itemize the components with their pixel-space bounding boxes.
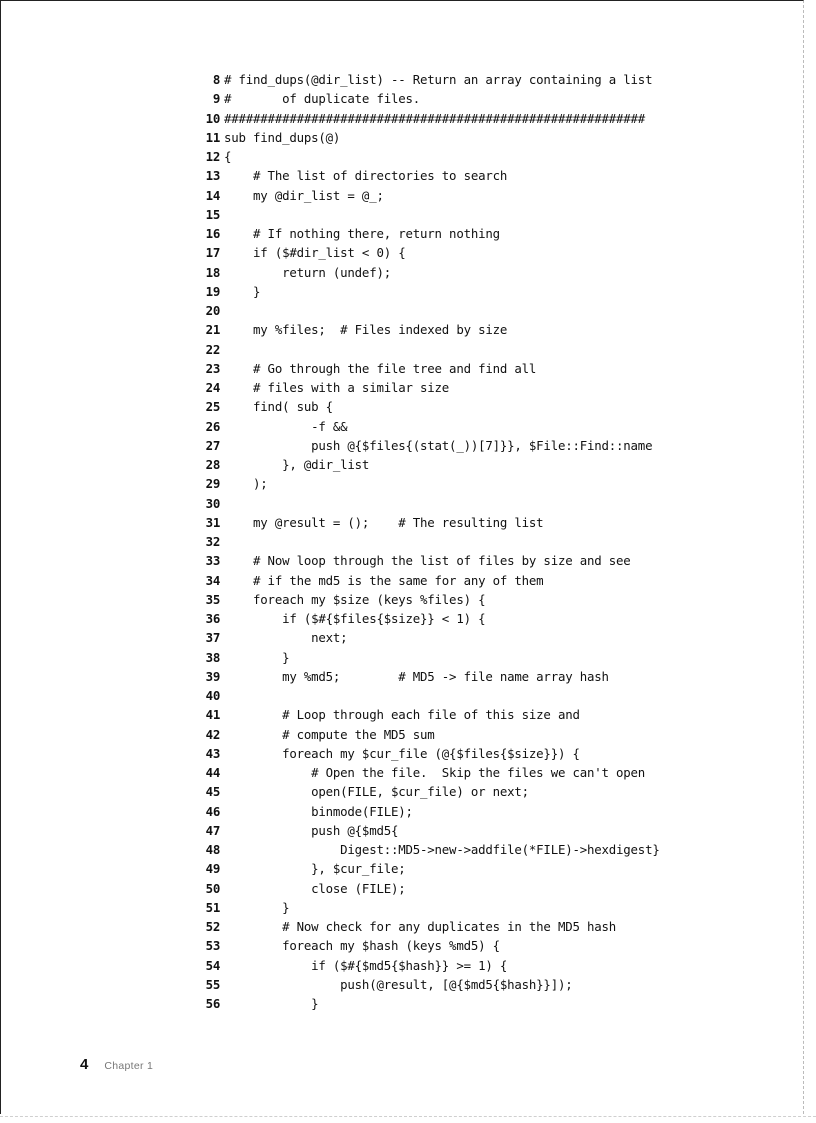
line-number: 39: [205, 668, 220, 684]
line-number: 46: [205, 803, 220, 819]
code-line: [198, 763, 798, 782]
code-line: [198, 378, 798, 397]
code-line: [198, 359, 798, 378]
chapter-label: Chapter 1: [104, 1060, 154, 1072]
line-code: find( sub {: [224, 399, 333, 415]
line-number: 20: [205, 303, 220, 318]
code-line: [198, 532, 798, 551]
line-number: 24: [205, 380, 220, 395]
line-code: {: [224, 149, 232, 164]
line-code: push(@result, [@{$md5{$hash}}]);: [224, 976, 573, 992]
code-line: [198, 436, 798, 455]
line-code: if ($#{$files{$size}} < 1) {: [224, 611, 486, 626]
code-line: [198, 494, 798, 513]
code-line: [198, 859, 798, 878]
code-line: [198, 802, 798, 821]
line-number: 17: [205, 245, 220, 261]
line-number: 14: [205, 187, 220, 203]
line-code: close (FILE);: [224, 880, 406, 896]
line-code: # If nothing there, return nothing: [224, 226, 500, 241]
line-number: 48: [205, 842, 220, 857]
line-number: 15: [205, 206, 220, 222]
line-number: 47: [205, 822, 220, 838]
line-code: # find_dups(@dir_list) -- Return an array containing a list: [224, 72, 653, 87]
code-line: [198, 224, 798, 243]
line-code: }: [224, 649, 290, 665]
line-code: }, $cur_file;: [224, 861, 406, 877]
line-number: 13: [205, 168, 220, 184]
code-line: [198, 571, 798, 590]
line-code: foreach my $cur_file (@{$files{$size}}) {: [224, 745, 580, 761]
code-line: [198, 147, 798, 166]
code-line: [198, 628, 798, 647]
line-code: # if the md5 is the same for any of them: [224, 572, 544, 588]
line-number: 52: [205, 919, 220, 934]
code-line: [198, 590, 798, 609]
line-number: 29: [205, 476, 220, 492]
line-number: 51: [205, 899, 220, 915]
code-line: [198, 243, 798, 262]
line-number: 19: [205, 283, 220, 299]
line-code: );: [224, 476, 268, 492]
code-line: [198, 282, 798, 301]
line-code: -f &&: [224, 418, 348, 434]
page-bottom-rule: [0, 1116, 816, 1117]
line-number: 10: [205, 110, 220, 126]
code-line: [198, 975, 798, 994]
code-line: [198, 994, 798, 1013]
code-line: [198, 166, 798, 185]
line-number: 49: [205, 861, 220, 877]
code-line: [198, 417, 798, 436]
line-code: if ($#dir_list < 0) {: [224, 245, 406, 261]
code-line: [198, 898, 798, 917]
line-code: my @result = (); # The resulting list: [224, 514, 544, 530]
line-number: 31: [205, 514, 220, 530]
line-code: my %files; # Files indexed by size: [224, 322, 508, 338]
line-number: 55: [205, 976, 220, 992]
line-number: 41: [205, 707, 220, 723]
line-code: return (undef);: [224, 264, 391, 280]
code-line: [198, 186, 798, 205]
line-number: 36: [205, 611, 220, 626]
line-number: 18: [205, 264, 220, 280]
code-line: [198, 917, 798, 936]
line-code: # files with a similar size: [224, 380, 450, 395]
line-code: push @{$files{(stat(_))[7]}}, $File::Find::name: [224, 437, 653, 453]
line-number: 35: [205, 591, 220, 607]
line-code: sub find_dups(@): [224, 129, 341, 145]
code-line: [198, 89, 798, 108]
line-number: 27: [205, 437, 220, 453]
code-line: [198, 705, 798, 724]
line-number: 38: [205, 649, 220, 665]
line-number: 26: [205, 418, 220, 434]
line-code: Digest::MD5->new->addfile(*FILE)->hexdigest}: [224, 842, 660, 857]
line-number: 42: [205, 726, 220, 742]
code-line: [198, 744, 798, 763]
code-line: [198, 936, 798, 955]
line-number: 12: [205, 149, 220, 164]
line-code: # Go through the file tree and find all: [224, 360, 537, 376]
line-code: # Loop through each file of this size and: [224, 707, 580, 723]
line-code: }: [224, 899, 290, 915]
code-line: [198, 109, 798, 128]
line-code: # Now check for any duplicates in the MD5 hash: [224, 919, 617, 934]
code-line: [198, 551, 798, 570]
line-number: 16: [205, 226, 220, 241]
line-code: ##########################################################: [224, 110, 646, 126]
line-number: 21: [205, 322, 220, 338]
line-code: # Now loop through the list of files by size and see: [224, 553, 631, 569]
line-code: foreach my $hash (keys %md5) {: [224, 938, 500, 954]
code-listing: [198, 70, 798, 1013]
line-number: 30: [205, 495, 220, 511]
line-code: }, @dir_list: [224, 457, 370, 472]
line-number: 9: [212, 91, 220, 107]
code-line: [198, 648, 798, 667]
line-number: 50: [205, 880, 220, 896]
line-number: 23: [205, 360, 220, 376]
line-number: 33: [205, 553, 220, 569]
code-line: [198, 301, 798, 320]
line-number: 37: [205, 630, 220, 646]
code-line: [198, 320, 798, 339]
code-line: [198, 609, 798, 628]
line-code: foreach my $size (keys %files) {: [224, 591, 486, 607]
code-line: [198, 397, 798, 416]
code-line: [198, 879, 798, 898]
code-line: [198, 128, 798, 147]
line-code: next;: [224, 630, 348, 646]
code-line: [198, 340, 798, 359]
line-code: push @{$md5{: [224, 822, 399, 838]
line-number: 25: [205, 399, 220, 415]
line-code: }: [224, 283, 261, 299]
page-footer: [80, 1056, 153, 1073]
line-number: 40: [205, 688, 220, 703]
code-line: [198, 667, 798, 686]
page-number: 4: [80, 1056, 89, 1073]
line-number: 53: [205, 938, 220, 954]
code-line: [198, 474, 798, 493]
code-line: [198, 686, 798, 705]
code-line: [198, 205, 798, 224]
line-number: 45: [205, 784, 220, 800]
line-code: # of duplicate files.: [224, 91, 421, 107]
line-number: 56: [205, 996, 220, 1011]
line-code: my %md5; # MD5 -> file name array hash: [224, 668, 609, 684]
line-code: my @dir_list = @_;: [224, 187, 384, 203]
code-line: [198, 840, 798, 859]
line-number: 32: [205, 534, 220, 549]
line-number: 11: [205, 129, 220, 145]
code-line: [198, 70, 798, 89]
line-code: if ($#{$md5{$hash}} >= 1) {: [224, 957, 508, 973]
line-code: open(FILE, $cur_file) or next;: [224, 784, 529, 800]
line-number: 44: [205, 765, 220, 780]
line-code: # compute the MD5 sum: [224, 726, 435, 742]
line-code: # Open the file. Skip the files we can't open: [224, 765, 646, 780]
line-code: binmode(FILE);: [224, 803, 413, 819]
code-line: [198, 956, 798, 975]
line-number: 8: [212, 72, 220, 87]
line-number: 54: [205, 957, 220, 973]
code-line: [198, 513, 798, 532]
code-line: [198, 821, 798, 840]
code-line: [198, 725, 798, 744]
line-code: }: [224, 996, 319, 1011]
code-line: [198, 455, 798, 474]
code-line: [198, 782, 798, 801]
line-number: 28: [205, 457, 220, 472]
line-code: # The list of directories to search: [224, 168, 508, 184]
line-number: 34: [205, 572, 220, 588]
code-line: [198, 263, 798, 282]
line-number: 22: [205, 341, 220, 357]
line-number: 43: [205, 745, 220, 761]
